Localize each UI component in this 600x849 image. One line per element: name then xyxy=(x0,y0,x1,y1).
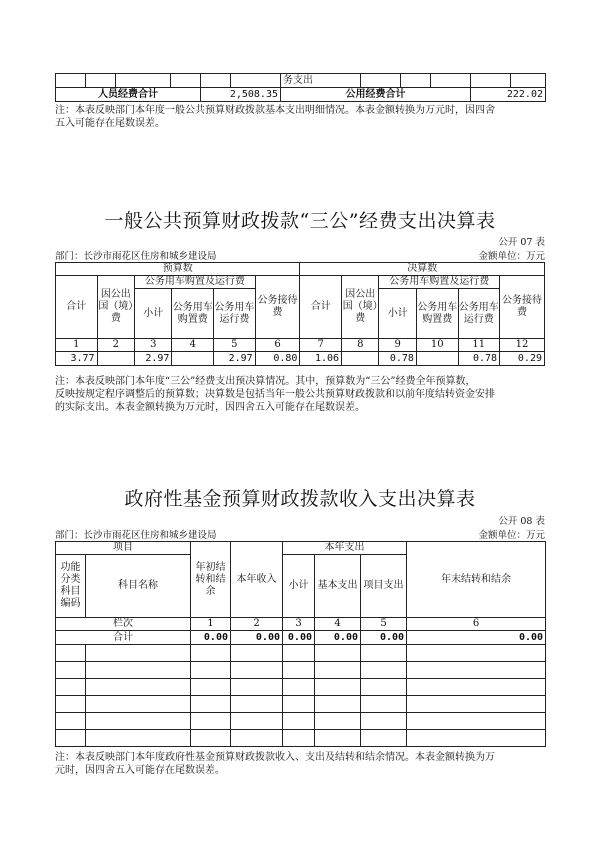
gov-fund-table xyxy=(55,541,546,747)
personnel-total-label: 人员经费合计 xyxy=(56,88,201,102)
table07-note: 注：本表反映部门本年度“三公”经费支出预决算情况。其中，预算数为“三公”经费全年预算数， 反映按规定程序调整后的预算数；决算数是包括当年一般公共预算财政拨款和以前年度结转资金安排 的实际支出。本表金额转换为万元时，因四舍五入可能存在尾数误差。 xyxy=(55,376,495,413)
h-code: 功能分类科目编码 xyxy=(56,555,86,618)
table-row xyxy=(56,679,546,696)
public-total-label: 公用经费合计 xyxy=(281,88,471,102)
col-car: 公务用车购置及运行费 xyxy=(379,276,500,289)
h-begin: 年初结转和结余 xyxy=(191,542,231,618)
h-name: 科目名称 xyxy=(86,555,191,618)
table-cell: 务支出 xyxy=(281,74,361,88)
col-subtotal: 小计 xyxy=(379,289,416,339)
three-public-table xyxy=(55,262,545,366)
public-total-value: 222.02 xyxy=(471,88,546,102)
top-table-note: 注：本表反映部门本年度一般公共预算财政拨款基本支出明细情况。本表金额转换为万元时，因四舍 五入可能存在尾数误差。 xyxy=(55,105,495,129)
table08-note: 注：本表反映部门本年度政府性基金预算财政拨款收入、支出及结转和结余情况。本表金额转换为万 元时，因四舍五入可能存在尾数误差。 xyxy=(55,752,495,776)
table-row xyxy=(56,662,546,679)
table-row xyxy=(56,696,546,713)
table07-code: 公开 07 表 xyxy=(498,237,545,248)
h-basic: 基本支出 xyxy=(315,555,361,618)
column-number-row: 栏次 1 2 3 4 5 6 xyxy=(56,618,546,631)
table07-dept: 部门：长沙市雨花区住房和城乡建设局 xyxy=(55,251,217,262)
table08-dept: 部门：长沙市雨花区住房和城乡建设局 xyxy=(55,530,217,541)
table08-unit: 金额单位：万元 xyxy=(478,530,545,541)
col-total: 合计 xyxy=(56,276,98,339)
table08-code: 公开 08 表 xyxy=(498,516,545,527)
col-car-run: 公务用车运行费 xyxy=(214,289,256,339)
table08-title: 政府性基金预算财政拨款收入支出决算表 xyxy=(124,488,476,510)
table07-unit: 金额单位：万元 xyxy=(478,251,545,262)
col-car-buy: 公务用车购置费 xyxy=(416,289,458,339)
h-income: 本年收入 xyxy=(231,542,283,618)
h-end: 年末结转和结余 xyxy=(407,542,546,618)
col-abroad: 因公出国（境）费 xyxy=(342,276,379,339)
h-expense: 本年支出 xyxy=(283,542,407,555)
final-header: 决算数 xyxy=(300,263,545,276)
total-row: 合计 0.00 0.00 0.00 0.00 0.00 0.00 xyxy=(56,631,546,645)
values-row: 3.77 2.97 2.97 0.80 1.06 0.78 0.78 0.29 xyxy=(56,352,545,366)
col-subtotal: 小计 xyxy=(135,289,172,339)
table07-title: 一般公共预算财政拨款“三公”经费支出决算表 xyxy=(104,210,496,232)
personnel-total-value: 2,508.35 xyxy=(201,88,281,102)
col-reception: 公务接待费 xyxy=(255,276,300,339)
budget-header: 预算数 xyxy=(56,263,300,276)
col-abroad: 因公出国（境）费 xyxy=(97,276,134,339)
h-item: 项目 xyxy=(56,542,191,555)
col-car: 公务用车购置及运行费 xyxy=(135,276,256,289)
h-project: 项目支出 xyxy=(361,555,407,618)
col-reception: 公务接待费 xyxy=(500,276,545,339)
table-row xyxy=(56,645,546,662)
col-car-run: 公务用车运行费 xyxy=(458,289,500,339)
h-subtotal: 小计 xyxy=(283,555,315,618)
column-number-row: 1 2 3 4 5 6 7 8 9 10 11 12 xyxy=(56,339,545,352)
table-row xyxy=(56,730,546,747)
col-total: 合计 xyxy=(300,276,342,339)
basic-expense-table xyxy=(55,73,546,102)
table-row xyxy=(56,713,546,730)
col-car-buy: 公务用车购置费 xyxy=(172,289,214,339)
